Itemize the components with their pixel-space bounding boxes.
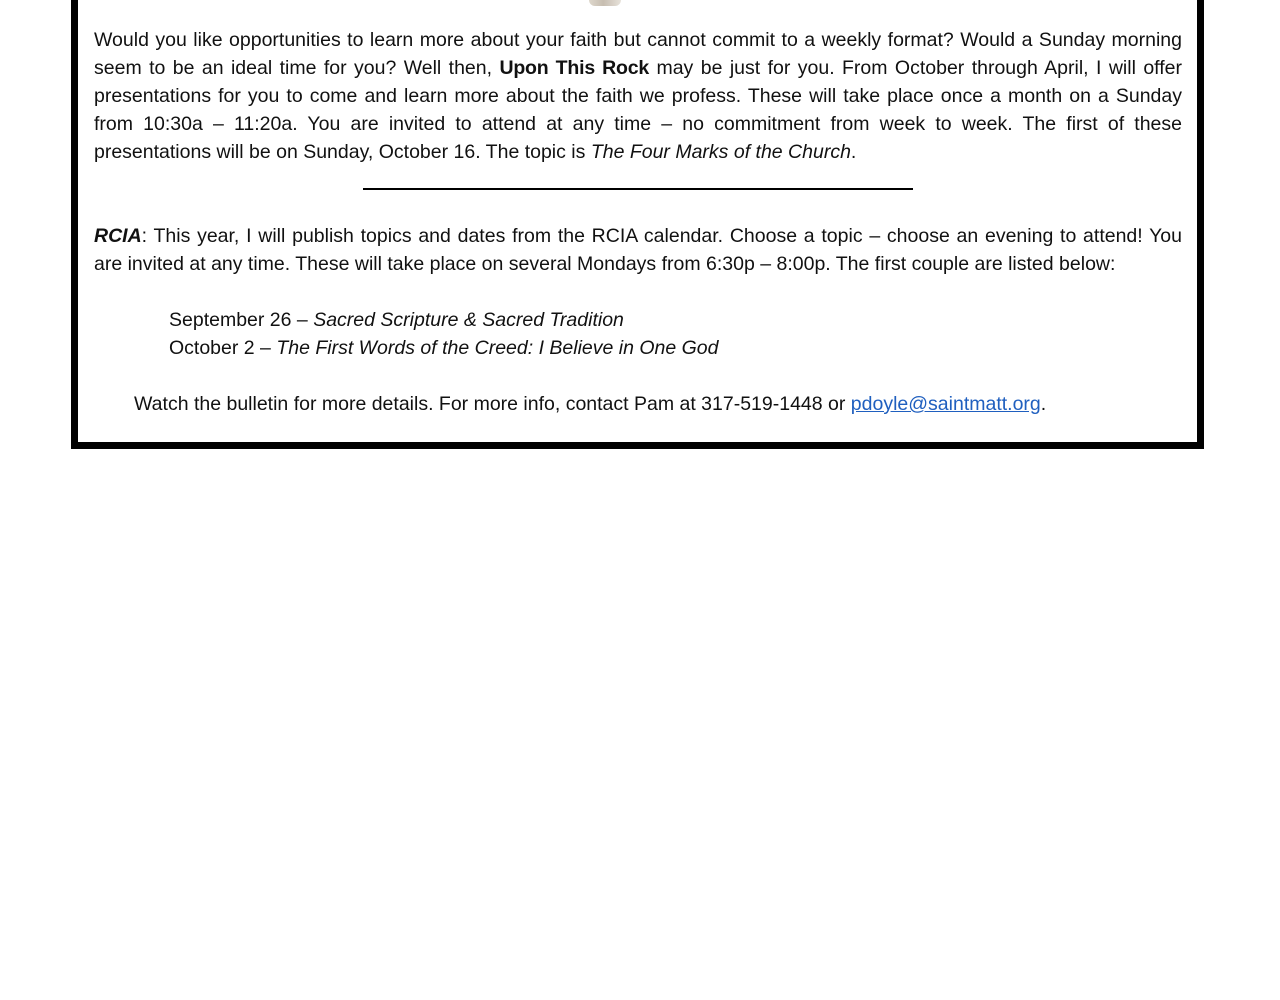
email-link[interactable]: pdoyle@saintmatt.org [850, 393, 1041, 415]
rcia-paragraph [94, 222, 1182, 278]
rcia-text: : This year, I will publish topics and dates from the RCIA calendar. Choose a topic – choose an evening to attend! You are invited at any time. These will take place on several Mondays from 6:30p – 8:00p. The first couple are listed below: [94, 225, 1182, 275]
upon-this-rock-title: Upon This Rock [499, 57, 650, 79]
section-divider [363, 188, 913, 190]
intro-text-before-title: Would you like opportunities to learn more about your faith but cannot commit to a weekly format? Would a Sunday morning seem to be an ideal time for you? Well then, [94, 29, 1182, 79]
contact-period: . [1040, 393, 1047, 415]
intro-period: . [850, 141, 857, 163]
schedule-item-october-2 [169, 334, 719, 362]
schedule-title: The First Words of the Creed: I Believe in One God [276, 337, 719, 359]
upon-this-rock-paragraph [94, 26, 1182, 166]
schedule-date: September 26 – [169, 309, 314, 331]
schedule-item-september-26 [169, 306, 624, 334]
schedule-title: Sacred Scripture & Sacred Tradition [313, 309, 624, 331]
contact-text: Watch the bulletin for more details. For more info, contact Pam at 317-519-1448 or [134, 393, 851, 415]
intro-text-after-title: may be just for you. From October through April, I will offer presentations for you to come and learn more about the faith we profess. These will take place once a month on a Sunday from 10:30a – 11:20a. You are invited to attend at any time – no commitment from week to week. The first of these presentations will be on Sunday, October 16. The topic is [94, 57, 1182, 163]
presentation-topic: The Four Marks of the Church [590, 141, 851, 163]
rcia-label: RCIA [94, 225, 142, 247]
contact-line [134, 390, 1046, 418]
schedule-date: October 2 – [169, 337, 277, 359]
decorative-image-fragment [589, 0, 621, 6]
